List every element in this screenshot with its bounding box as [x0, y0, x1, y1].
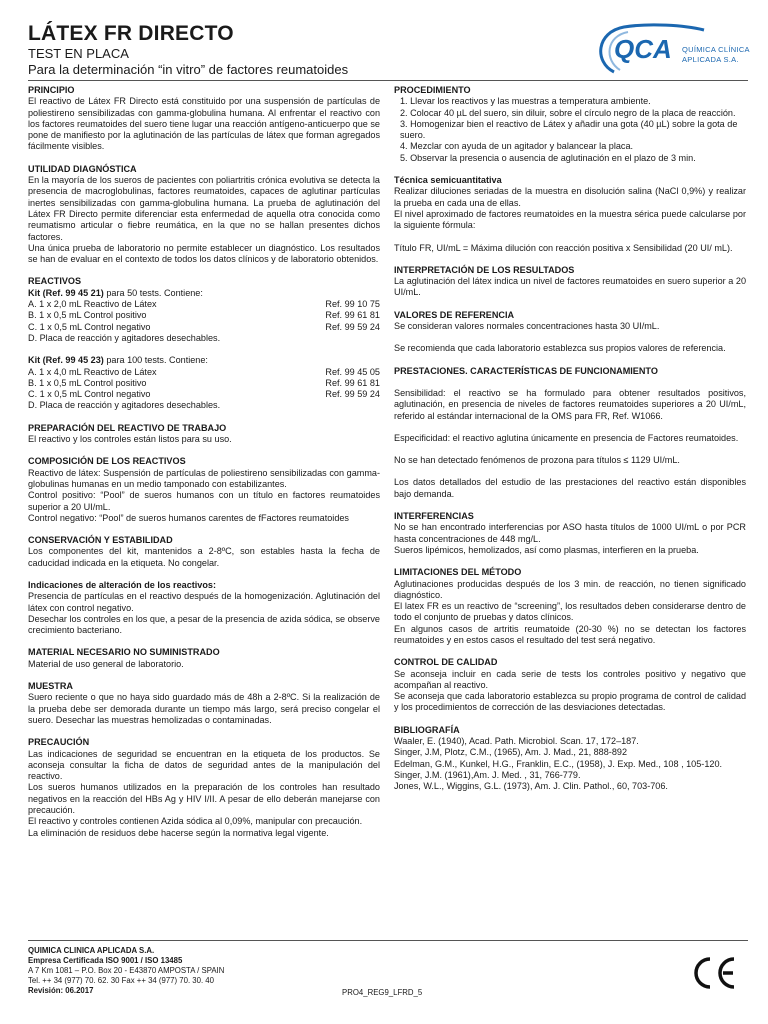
kit-item: A. 1 x 4,0 mL Reactivo de Látex Ref. 99 45 05: [28, 366, 380, 377]
document-title: LÁTEX FR DIRECTO: [28, 22, 234, 45]
section-text: Reactivo de látex: Suspensión de partículas de poliestireno sensibilizadas con gamma-globulinas humanas en un medio tamponado con estabilizantes.: [28, 467, 380, 489]
formula-text: Título FR, UI/mL = Máxima dilución con reacción positiva x Sensibilidad (20 UI/ mL).: [394, 242, 733, 253]
section-text: No se han detectado fenómenos de prozona para títulos ≤ 1129 UI/mL.: [394, 455, 680, 466]
document-subtitle: TEST EN PLACA: [28, 46, 129, 61]
section-heading: Técnica semicuantitativa: [394, 175, 502, 186]
section-text: Presencia de partículas en el reactivo después de la homogenización. Aglutinación del látex con control negativo.: [28, 591, 380, 613]
kit-100-title: Kit (Ref. 99 45 23) para 100 tests. Contiene:: [28, 355, 208, 366]
section-text: La aglutinación del látex indica un nivel de factores reumatoides en suero superior a 20 UI/mL.: [394, 276, 746, 298]
procedure-step: 1. Llevar los reactivos y las muestras a temperatura ambiente.: [400, 96, 651, 107]
procedure-step: 3. Homogenizar bien el reactivo de Látex y añadir una gota (40 µL) sobre la gota de suero.: [400, 118, 738, 141]
section-text: El nivel aproximado de factores reumatoides en la muestra sérica puede calcularse por la siguiente fórmula:: [394, 208, 746, 231]
section-text: Sensibilidad: el reactivo se ha formulado para obtener resultados positivos, aglutinación, en presencia de niveles de factores reumatoides superiores a 20 UI/mL, referido al estándar internacional de la OMS para FR, Ref. W1066.: [394, 387, 746, 421]
section-heading: REACTIVOS: [28, 276, 82, 287]
reference-item: Singer, J.M, Plotz, C.M., (1965), Am. J. Mad., 21, 888-892: [394, 747, 627, 758]
section-text: Se recomienda que cada laboratorio establezca sus propios valores de referencia.: [394, 343, 726, 354]
kit-item: D. Placa de reacción y agitadores desechables.: [28, 332, 221, 343]
section-text: Material de uso general de laboratorio.: [28, 658, 184, 669]
section-text: Los datos detallados del estudio de las prestaciones del reactivo están disponibles bajo demanda.: [394, 477, 746, 499]
section-procedimiento: [394, 85, 746, 164]
section-text: Se aconseja incluir en cada serie de tests los controles positivo y negativo que acompañan al reactivo.: [394, 668, 746, 690]
kit-item: C. 1 x 0,5 mL Control negativo Ref. 99 59 24: [28, 389, 380, 400]
section-conservacion: [28, 535, 380, 569]
kit-item: D. Placa de reacción y agitadores desechables.: [28, 400, 221, 411]
section-text: Realizar diluciones seriadas de la muestra en disolución salina (NaCl 0,9%) y realizar la prueba en cada una de ellas.: [394, 186, 746, 208]
kit-item: B. 1 x 0,5 mL Control positivo Ref. 99 61 81: [28, 377, 380, 388]
section-limitaciones: [394, 567, 746, 646]
section-valores: [394, 310, 746, 355]
reference-item: Edelman, G.M., Kunkel, H.G., Franklin, E.C., (1958), J. Exp. Med., 108 , 105-120.: [394, 758, 723, 769]
section-text: No se han encontrado interferencias por ASO hasta títulos de 1000 UI/mL o por PCR hasta concentraciones de 448 mg/L.: [394, 522, 746, 544]
procedure-step: 4. Mezclar con ayuda de un agitador y balancear la placa.: [400, 141, 634, 152]
section-alteracion: [28, 580, 380, 636]
section-text: Suero reciente o que no haya sido guardado más de 48h a 2-8ºC. Si la realización de la prueba debe ser demorada durante un tiempo más largo, será preciso congelar el suero. Desechar las muestras hemolizadas o contaminadas.: [28, 692, 380, 725]
section-heading: PRECAUCIÓN: [28, 737, 90, 748]
section-heading: COMPOSICIÓN DE LOS REACTIVOS: [28, 456, 186, 467]
footer-divider: [28, 940, 748, 941]
section-heading: MUESTRA: [28, 681, 73, 692]
footer-revision: Revisión: 06.2017: [28, 986, 94, 995]
reference-item: Jones, W.L., Wiggins, G.L. (1973), Am. J. Clin. Pathol., 60, 703-706.: [394, 781, 668, 792]
right-column: [394, 85, 746, 804]
ce-mark-icon: [690, 955, 740, 991]
kit-50-title: Kit (Ref. 99 45 21) para 50 tests. Contiene:: [28, 287, 203, 298]
section-heading: BIBLIOGRAFÍA: [394, 724, 460, 735]
section-principio: [28, 85, 380, 153]
footer-company: QUIMICA CLINICA APLICADA S.A.: [28, 946, 155, 955]
kit-item: C. 1 x 0,5 mL Control negativo Ref. 99 59 24: [28, 321, 380, 332]
section-text: En la mayoría de los sueros de pacientes con poliartritis crónica evolutiva se detecta la presencia de macroglobulinas, factores reumatoides, capaces de aglutinar partículas inertes sensibilizadas con gamma-globulina humana. La prueba de aglutinación del Látex FR Directo permite diferenciar esta enfermedad de aquella otra conocida como reumatismo articular o fiebre reumática, en la que no se hallan presentes dichos factores.: [28, 175, 380, 242]
section-preparacion: [28, 423, 380, 446]
kit-item: B. 1 x 0,5 mL Control positivo Ref. 99 61 81: [28, 310, 380, 321]
section-text: Control negativo: “Pool” de sueros humanos carentes de fFactores reumatoides: [28, 512, 349, 523]
section-text: Especificidad: el reactivo aglutina únicamente en presencia de Factores reumatoides.: [394, 432, 739, 443]
section-prestaciones: [394, 366, 746, 500]
section-text: La eliminación de residuos debe hacerse según la normativa legal vigente.: [28, 827, 329, 838]
footer-address: A 7 Km 1081 – P.O. Box 20 - E43870 AMPOSTA / SPAIN: [28, 966, 225, 975]
section-text: Control positivo: “Pool” de sueros humanos con un título en factores reumatoides superior a 20 UI/mL.: [28, 490, 380, 512]
section-utilidad: [28, 164, 380, 266]
logo-company-name: QUÍMICA CLÍNICA APLICADA S.A.: [682, 45, 750, 64]
left-column: [28, 85, 380, 850]
footer-phone: Tel. ++ 34 (977) 70. 62. 30 Fax ++ 34 (977) 70. 30. 40: [28, 976, 214, 985]
section-heading: PRESTACIONES. CARACTERÍSTICAS DE FUNCIONAMIENTO: [394, 365, 658, 376]
section-muestra: [28, 681, 380, 726]
section-interpretacion: [394, 265, 746, 299]
header-divider: [28, 80, 748, 81]
section-text: Los componentes del kit, mantenidos a 2-8ºC, son estables hasta la fecha de caducidad indicada en la etiqueta. No congelar.: [28, 546, 380, 568]
kit-100-items: [28, 367, 380, 412]
section-text: En algunos casos de artritis reumatoide (20-30 %) no se detectan los factores reumatoides y en estos casos el resultado del test será negativo.: [394, 623, 746, 645]
kit-50-items: [28, 299, 380, 344]
section-text: Se consideran valores normales concentraciones hasta 30 UI/mL.: [394, 321, 660, 332]
section-heading: PRINCIPIO: [28, 85, 75, 95]
procedure-step: 5. Observar la presencia o ausencia de aglutinación en el plazo de 3 min.: [400, 152, 696, 163]
section-precaucion: [28, 737, 380, 839]
section-heading: MATERIAL NECESARIO NO SUMINISTRADO: [28, 647, 220, 658]
section-interferencias: [394, 511, 746, 556]
section-text: El reactivo y controles contienen Azida sódica al 0,09%, manipular con precaución.: [28, 816, 363, 827]
section-semicuantitativa: [394, 175, 746, 254]
section-text: Una única prueba de laboratorio no permite establecer un diagnóstico. Los resultados se han de evaluar en el contexto de todos los datos clínicos y de laboratorio obtenidos.: [28, 242, 380, 265]
section-heading: CONTROL DE CALIDAD: [394, 657, 498, 668]
section-text: Sueros lipémicos, hemolizados, así como plasmas, interfieren en la prueba.: [394, 544, 699, 555]
section-heading: VALORES DE REFERENCIA: [394, 309, 515, 320]
section-text: Las indicaciones de seguridad se encuentran en la etiqueta de los productos. Se aconseja consultar la ficha de datos de seguridad antes de la manipulación del reactivo.: [28, 748, 380, 782]
section-heading: UTILIDAD DIAGNÓSTICA: [28, 163, 137, 174]
section-heading: CONSERVACIÓN Y ESTABILIDAD: [28, 535, 173, 546]
footer-company-info: [28, 946, 224, 996]
procedure-steps: [394, 96, 746, 164]
section-heading: INTERFERENCIAS: [394, 511, 474, 522]
section-heading: PREPARACIÓN DEL REACTIVO DE TRABAJO: [28, 422, 227, 433]
section-text: Se aconseja que cada laboratorio establezca su propio programa de control de calidad y los procedimientos de corrección de las desviaciones detectadas.: [394, 691, 746, 713]
document-description: Para la determinación “in vitro” de factores reumatoides: [28, 62, 349, 77]
section-heading: Indicaciones de alteración de los reactivos:: [28, 579, 217, 590]
reference-item: Waaler, E. (1940), Acad. Path. Microbiol. Scan. 17, 172–187.: [394, 736, 639, 747]
kit-item: A. 1 x 2,0 mL Reactivo de Látex Ref. 99 10 75: [28, 299, 380, 310]
section-material: [28, 647, 380, 670]
section-bibliografia: [394, 725, 746, 793]
section-text: El reactivo y los controles están listos para su uso.: [28, 434, 232, 445]
section-reactivos: [28, 276, 380, 411]
section-text: Aglutinaciones producidas después de los 3 min. de reacción, no tienen significado diagnóstico.: [394, 578, 746, 600]
section-text: Los sueros humanos utilizados en la preparación de los controles han resultado negativos en la reacción del HBs Ag y HIV I/II. A pesar de ello deberán manejarse con precaución.: [28, 782, 380, 816]
section-control: [394, 657, 746, 713]
section-text: El reactivo de Látex FR Directo está constituido por una suspensión de partículas de poliestireno sensibilizadas con gamma-globulina humana. Al enfrentar el reactivo con los factores reumatoides del suero tiene lugar una reacción antígeno-anticuerpo que se pone de manifiesto por la aglutinación de las partículas de látex que forman agregados fácilmente visibles.: [28, 96, 380, 152]
footer-cert: Empresa Certificada ISO 9001 / ISO 13485: [28, 956, 183, 965]
document-reference: PRO4_REG9_LFRD_5: [342, 988, 423, 997]
section-text: Desechar los controles en los que, a pesar de la presencia de azida sódica, se observe crecimiento bacteriano.: [28, 613, 380, 636]
reference-item: Singer, J.M. (1961),Am. J. Med. , 31, 766-779.: [394, 769, 581, 780]
section-text: El latex FR es un reactivo de “screening”, los resultados deben considerarse dentro de todo el conjunto de pruebas y datos clínicos.: [394, 601, 746, 623]
section-heading: PROCEDIMIENTO: [394, 85, 471, 95]
section-heading: INTERPRETACIÓN DE LOS RESULTADOS: [394, 264, 575, 275]
logo-letters: QCA: [614, 34, 672, 64]
section-heading: LIMITACIONES DEL MÉTODO: [394, 567, 522, 578]
procedure-step: 2. Colocar 40 µL del suero, sin diluir, sobre el círculo negro de la placa de reacción.: [400, 107, 736, 118]
section-composicion: [28, 456, 380, 524]
